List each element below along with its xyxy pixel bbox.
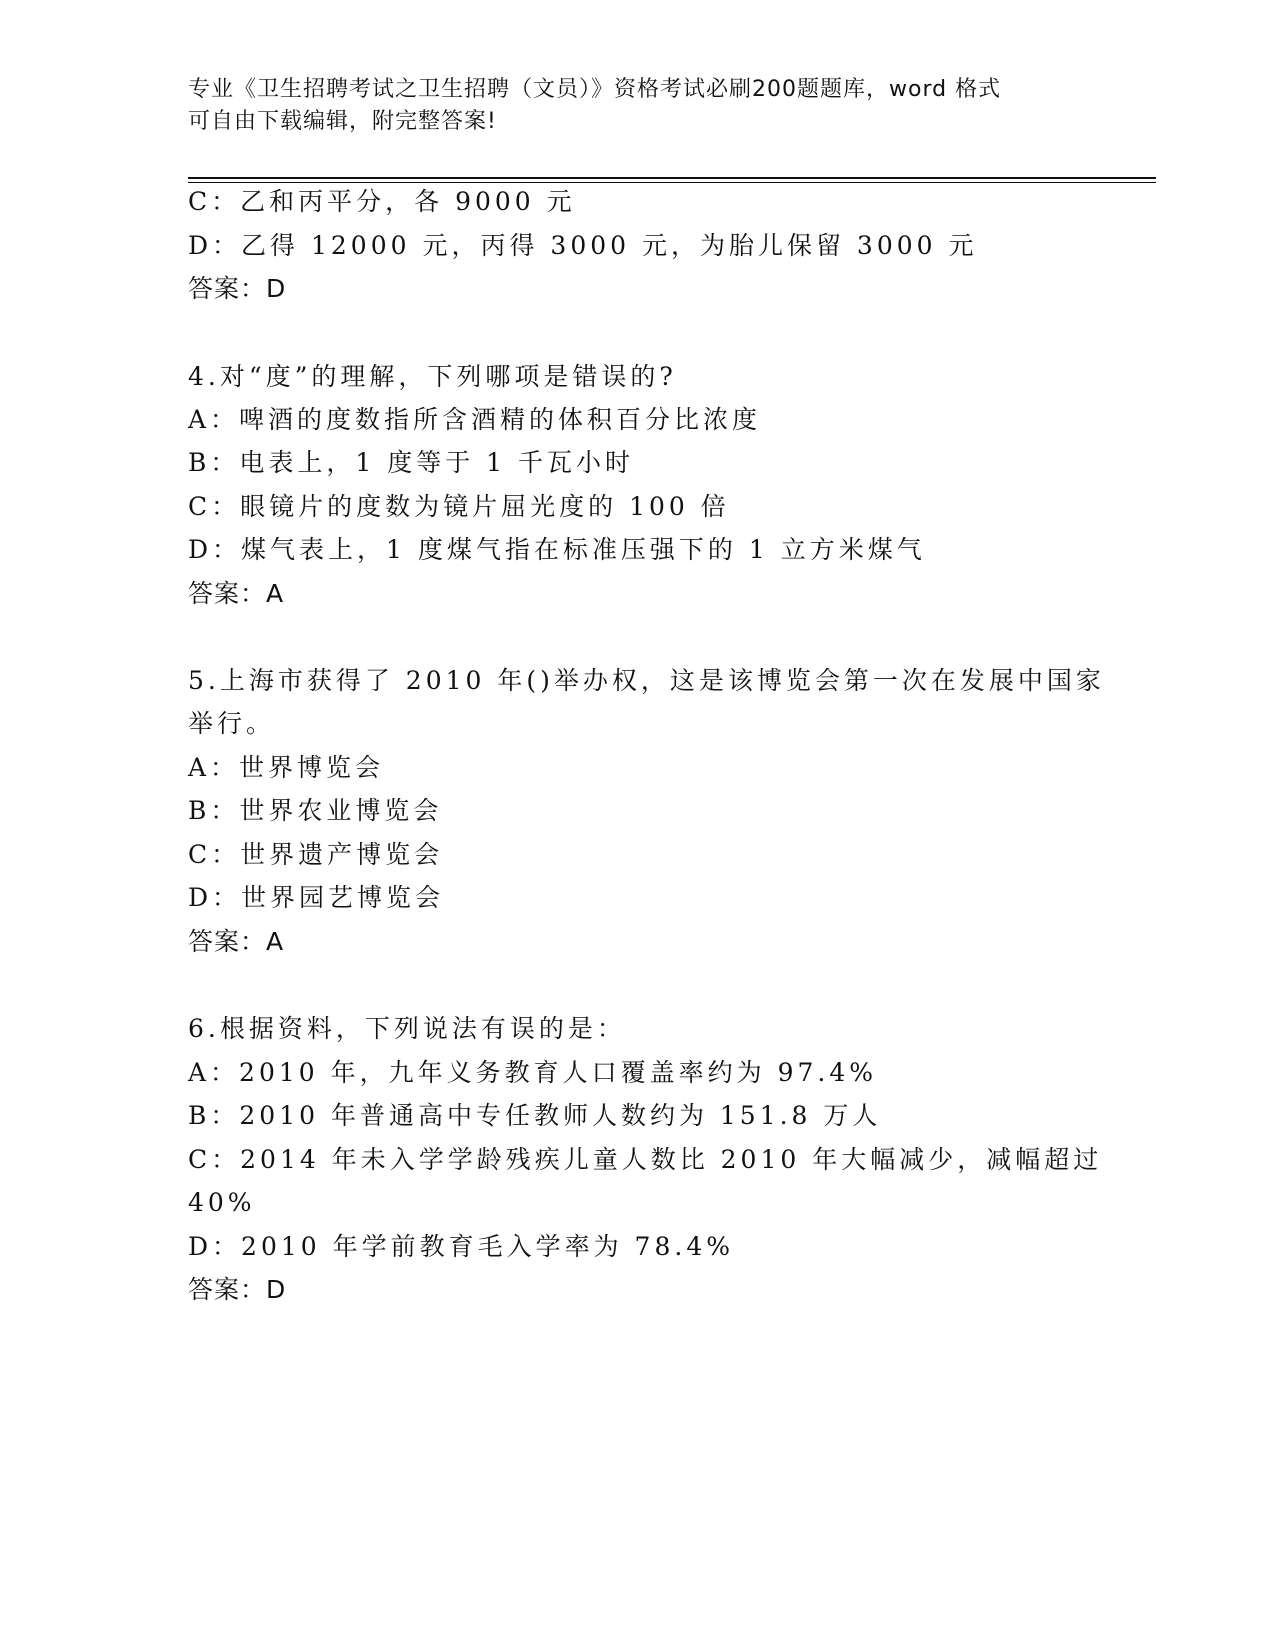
header-title-line-2: 可自由下载编辑，附完整答案! (188, 109, 497, 134)
q6-option-d: D：2010 年学前教育毛入学率为 78.4% (188, 1232, 734, 1261)
q3-option-c: C：乙和丙平分，各 9000 元 (188, 187, 576, 216)
q6-option-c-line-1: C：2014 年未入学学龄残疾儿童人数比 2010 年大幅减少，减幅超过 (188, 1145, 1103, 1174)
header-divider-thin (188, 182, 1156, 183)
q6-option-c-line-2: 40% (188, 1188, 256, 1217)
q5-answer: 答案：A (188, 927, 285, 956)
q4-option-a: A：啤酒的度数指所含酒精的体积百分比浓度 (188, 405, 762, 434)
q6-option-a: A：2010 年，九年义务教育人口覆盖率约为 97.4% (188, 1058, 877, 1087)
document-header (188, 74, 1088, 138)
q3-answer: 答案：D (188, 274, 287, 303)
q5-stem-line-2: 举行。 (188, 709, 276, 738)
q5-option-a: A：世界博览会 (188, 753, 385, 782)
q4-option-b: B：电表上，1 度等于 1 千瓦小时 (188, 448, 635, 477)
q4-answer: 答案：A (188, 579, 285, 608)
q3-option-d: D：乙得 12000 元，丙得 3000 元，为胎儿保留 3000 元 (188, 231, 978, 260)
q6-stem: 6.根据资料，下列说法有误的是： (188, 1014, 626, 1043)
q4-option-c: C：眼镜片的度数为镜片屈光度的 100 倍 (188, 492, 730, 521)
q5-option-b: B：世界农业博览会 (188, 796, 443, 825)
q6-option-b: B：2010 年普通高中专任教师人数约为 151.8 万人 (188, 1101, 882, 1130)
q5-option-c: C：世界遗产博览会 (188, 840, 444, 869)
q6-answer: 答案：D (188, 1275, 287, 1304)
header-title-line-1: 专业《卫生招聘考试之卫生招聘（文员）》资格考试必刷200题题库，word 格式 (188, 77, 1002, 102)
header-divider-thick (188, 177, 1156, 179)
q4-stem: 4.对“度”的理解，下列哪项是错误的? (188, 362, 677, 391)
q4-option-d: D：煤气表上，1 度煤气指在标准压强下的 1 立方米煤气 (188, 535, 926, 564)
q5-option-d: D：世界园艺博览会 (188, 883, 445, 912)
q5-stem-line-1: 5.上海市获得了 2010 年()举办权，这是该博览会第一次在发展中国家 (188, 666, 1105, 695)
